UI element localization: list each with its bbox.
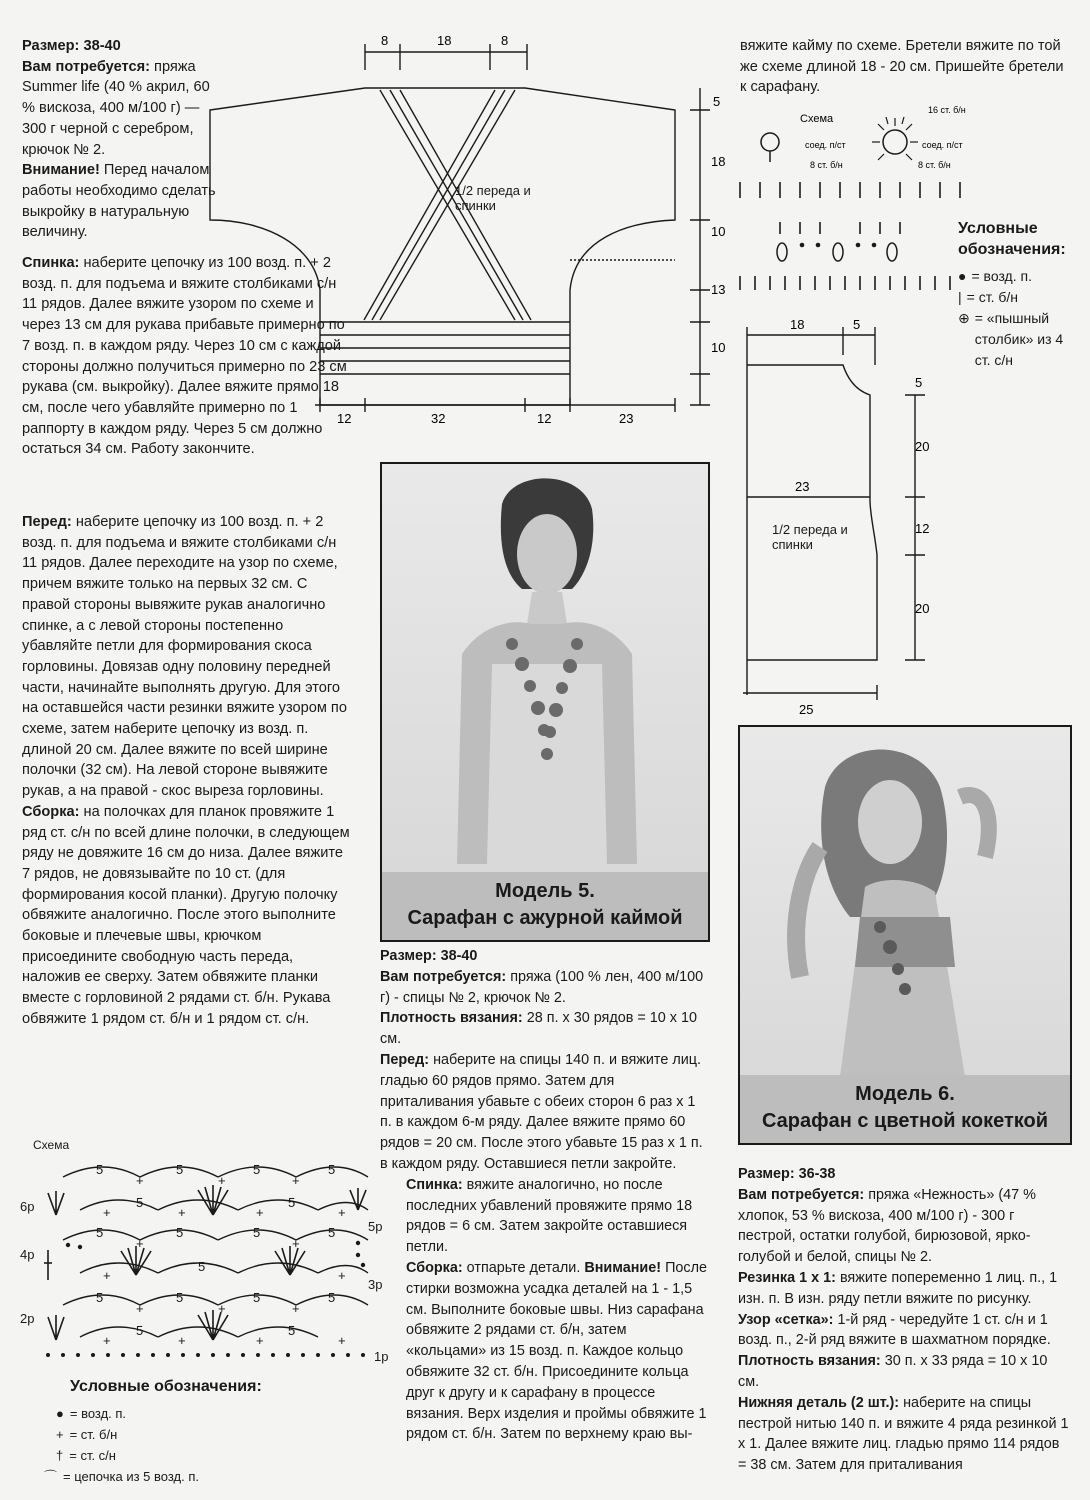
back-label: Спинка: [22,255,80,271]
left-column-body-2 [22,512,352,1030]
model6-caption [740,1075,1070,1143]
arc-number: 5 [96,1162,104,1177]
p2-dim-1: 18 [790,317,805,332]
dim-bottom-1: 12 [337,411,352,426]
model5-photo [380,462,710,942]
m5-need-label: Вам потребуется: [380,968,507,985]
svg-text:+: + [103,1268,111,1283]
arc-number: 5 [96,1290,104,1305]
svg-text:+: + [103,1205,111,1220]
row-label: 3р [368,1277,383,1292]
m6-rib-label: Резинка 1 x 1: [738,1269,836,1286]
legend-1 [44,1376,344,1487]
dot-icon: ● [958,268,967,284]
scheme2-label-5: 8 ст. б/н [918,160,951,170]
arc-number: 5 [328,1290,336,1305]
m5-assembly-text-1: отпарьте детали. [462,1259,585,1276]
arc-number: 5 [253,1225,261,1240]
arc-number: 5 [288,1195,296,1210]
svg-text:+: + [136,1301,144,1316]
m6-density-label: Плотность вязания: [738,1353,881,1370]
arc-number: 5 [253,1162,261,1177]
legend1-item-1: = возд. п. [69,1406,127,1421]
svg-text:+: + [256,1333,264,1348]
legend-2 [958,218,1073,371]
dim-right-3: 10 [711,224,726,239]
scheme2-title: Схема [800,113,834,125]
arc-number: 5 [328,1162,336,1177]
assembly-text: на полочках для планок провяжите 1 ряд ст. с/н по всей длине полочки, в следующем ряду не довяжите 16 см до низа. Далее вяжите 7 рядов, не довязывайте по 10 ст. (для формирования косой планки). Другую полочку обвяжите аналогично. После этого выполните боковые и плечевые швы, крючком присоедините свободную часть переда, наложив ее сверху. Затем обвяжите планки вместе с горловиной 2 рядами ст. б/н. Рукава обвяжите 1 рядом ст. б/н и 1 рядом ст. с/н. [22,803,350,1027]
puff-stitch-icon: ⊕ [958,310,970,326]
m5-assembly-text-2: После стирки возможна усадка деталей на 1 - 1,5 см. Выполните боковые швы. Низ сарафана обвяжите 2 рядами ст. б/н, затем «кольцами» из 15 возд. п. Каждое кольцо обвяжите 32 ст. б/н. Присоедините кольца друг к другу и к сарафану в процессе вязания. Верх изделия и проймы обвяжите 1 рядом ст. б/н. Затем по верхнему краю вы- [406,1259,708,1443]
arc-number: 5 [288,1323,296,1338]
scheme2-label-3: соед. п/ст [922,140,963,150]
arc-number: 5 [198,1259,206,1274]
m5-size-label: Размер: 38-40 [380,948,478,964]
dim-right-2: 18 [711,154,726,169]
model6-text [738,1164,1070,1476]
m6-mesh-text: 1-й ряд - чередуйте 1 ст. с/н и 1 возд. п., 2-й ряд вяжите в шахматном порядке. [738,1311,1051,1349]
svg-text:+: + [292,1301,300,1316]
p2-dim-5: 23 [795,479,810,494]
p2-dim-6: 12 [915,521,930,536]
bar-icon: | [958,289,962,305]
arc-number: 5 [96,1225,104,1240]
legend2-item-3: = «пышный столбик» из 4 ст. с/н [974,310,1064,368]
front-label: Перед: [22,514,72,530]
dagger-icon: † [56,1448,64,1463]
scheme2-label-4: 8 ст. б/н [810,160,843,170]
dim-bottom-4: 23 [619,411,634,426]
m6-rib-text: вяжите попеременно 1 лиц. п., 1 изн. п. В изн. ряду петли вяжите по рисунку. [738,1269,1058,1307]
scheme-diagram-1 [18,1155,388,1370]
arc-number: 5 [176,1162,184,1177]
arc-number: 5 [253,1290,261,1305]
svg-text:+: + [136,1236,144,1251]
legend1-title: Условные обозначения: [70,1378,262,1395]
legend1-item-2: = ст. б/н [69,1427,118,1442]
legend1-item-4: = цепочка из 5 возд. п. [63,1469,199,1484]
p2-dim-3: 5 [915,375,923,390]
model5-title: Модель 5. [495,880,595,902]
p2-dim-2: 5 [853,317,861,332]
m5-attention-label: Внимание! [584,1259,662,1276]
model6-figure [740,727,1070,1077]
model5-caption [382,872,708,940]
svg-text:+: + [292,1173,300,1188]
scheme2-label-2: соед. п/ст [805,140,846,150]
m6-need-text: пряжа «Нежность» (47 % хлопок, 53 % вискоза, 400 м/100 г) - 300 г пестрой, остатки голубой, бирюзовой, ярко-голубой и белой, спицы № 2. [738,1186,1036,1266]
p2-dim-7: 20 [915,601,930,616]
dim-bottom-3: 12 [537,411,552,426]
svg-text:+: + [103,1333,111,1348]
chain-arc-icon: ⌒ [44,1469,58,1484]
dim-top-3: 8 [501,33,509,48]
m6-mesh-label: Узор «сетка»: [738,1311,834,1328]
legend2-title-1: Условные [958,220,1038,237]
right-column-top-text: вяжите кайму по схеме. Бретели вяжите по той же схеме длиной 18 - 20 см. Пришейте бретели к сарафану. [740,38,1064,96]
p2-dim-8: 25 [799,702,814,717]
dim-right-1: 5 [713,94,721,109]
scheme-diagram-2 [730,100,980,300]
model5-text [380,946,708,1445]
m5-need-text: пряжа (100 % лен, 400 м/100 г) - спицы № 2, крючок № 2. [380,968,704,1006]
model6-photo [738,725,1072,1145]
model6-subtitle: Сарафан с цветной кокеткой [761,1110,1049,1132]
row-label: 2р [20,1311,35,1326]
assembly-label: Сборка: [22,803,80,820]
model6-title: Модель 6. [855,1083,955,1105]
arc-number: 5 [136,1195,144,1210]
row-label: 5р [368,1219,383,1234]
dot-icon: ● [56,1406,64,1421]
m6-lower-label: Нижняя деталь (2 шт.): [738,1394,900,1411]
m5-back-text: вяжите аналогично, но после последних убавлений провяжите прямо 18 рядов = 6 см. Затем закройте оставшиеся петли. [406,1176,693,1256]
svg-text:+: + [338,1333,346,1348]
svg-text:+: + [256,1205,264,1220]
row-label: 1р [374,1349,388,1364]
scheme1-title: Схема [33,1138,70,1152]
front-text: наберите цепочку из 100 возд. п. + 2 возд. п. для подъема и вяжите столбиками с/н 11 рядов. Далее переходите на узор по схеме, причем вяжите только на первых 32 см. С правой стороны вывяжите рукав аналогично спинке, а с левой стороны постепенно убавляйте петли для формирования скоса горловины. Довязав одну половину передней части, начинайте выполнять другую. Для этого на оставшейся части резинки вяжите узором по схеме, затем наберите цепочку из возд. п. длиной 20 см. Далее вяжите по всей ширине полочки (32 см). На левой стороне вывяжите рукав, а на правой - скос выреза горловины. [22,514,347,800]
m5-density-text: 28 п. x 30 рядов = 10 x 10 см. [380,1010,697,1048]
legend1-item-3: = ст. с/н [69,1448,116,1463]
model5-figure [382,464,708,864]
legend2-item-1: = возд. п. [971,268,1032,284]
legend2-title-2: обозначения: [958,241,1066,258]
svg-text:+: + [136,1173,144,1188]
m5-assembly-label: Сборка: [406,1259,463,1276]
svg-text:+: + [338,1205,346,1220]
svg-text:+: + [292,1236,300,1251]
svg-text:+: + [338,1268,346,1283]
arc-number: 5 [136,1323,144,1338]
need-label: Вам потребуется: [22,58,150,75]
svg-text:+: + [178,1333,186,1348]
arc-number: 5 [176,1225,184,1240]
pattern1-label: 1/2 переда и спинки [455,183,531,213]
size-label: Размер: 38-40 [22,38,121,54]
p2-dim-4: 20 [915,439,930,454]
model5-subtitle: Сарафан с ажурной каймой [407,907,683,929]
svg-text:+: + [218,1173,226,1188]
pattern-diagram-2 [735,315,940,725]
m6-lower-text: наберите на спицы пестрой нитью 140 п. и вяжите 4 ряда резинкой 1 x 1. Далее вяжите лиц. гладью прямо 114 рядов = 38 см. Затем для приталивания [738,1394,1069,1474]
plus-icon: + [56,1427,64,1442]
dim-right-5: 10 [711,340,726,355]
m6-density-text: 30 п. x 33 ряда = 10 x 10 см. [738,1353,1048,1390]
row-label: 4р [20,1247,35,1262]
dim-top-2: 18 [437,33,452,48]
left-column-intro [22,36,218,243]
m6-size-label: Размер: 36-38 [738,1166,836,1182]
need-text: пряжа Summer life (40 % акрил, 60 % вискоза, 400 м/100 г) — 300 г черной с серебром, крючок № 2. [22,58,210,158]
attention-text: Перед началом работы необходимо сделать выкройку в натуральную величину. [22,162,216,241]
scheme2-label-1: 16 ст. б/н [928,105,966,115]
attention-label: Внимание! [22,162,100,179]
m5-front-label: Перед: [380,1051,430,1068]
row-label: 6р [20,1199,35,1214]
svg-text:+: + [218,1301,226,1316]
m6-need-label: Вам потребуется: [738,1186,865,1203]
arc-number: 5 [328,1225,336,1240]
dim-right-4: 13 [711,282,726,297]
dim-bottom-2: 32 [431,411,446,426]
back-text: наберите цепочку из 100 возд. п. + 2 возд. п. для подъема и вяжите столбиками с/н 11 рядов. Далее вяжите узором по схеме и через 13 см для рукава прибавьте примерно по 7 возд. п. в каждом ряду. Через 10 см с каждой стороны должно получиться примерно по 23 см рукава (см. выкройку). Далее вяжите прямо 18 см, после чего убавляйте примерно по 1 раппорту в каждом ряду. Через 5 см должно остаться 34 см. Работу закончите. [22,255,347,458]
legend2-item-2: = ст. б/н [966,289,1018,305]
dim-top-1: 8 [381,33,389,48]
pattern2-label: 1/2 переда и спинки [772,522,848,552]
pattern-diagram-1 [205,30,735,430]
arc-number: 5 [176,1290,184,1305]
m5-front-text: наберите на спицы 140 п. и вяжите лиц. гладью 60 рядов прямо. Затем для приталивания убавьте с обеих сторон 6 раз x 1 п. в каждом 6-м ряду. Далее вяжите прямо 60 рядов = 20 см. После этого убавьте 15 раз x 1 п. в каждом ряду. Оставшиеся петли закройте. [380,1051,703,1172]
m5-density-label: Плотность вязания: [380,1010,523,1027]
m5-back-label: Спинка: [406,1176,463,1193]
svg-text:+: + [178,1205,186,1220]
